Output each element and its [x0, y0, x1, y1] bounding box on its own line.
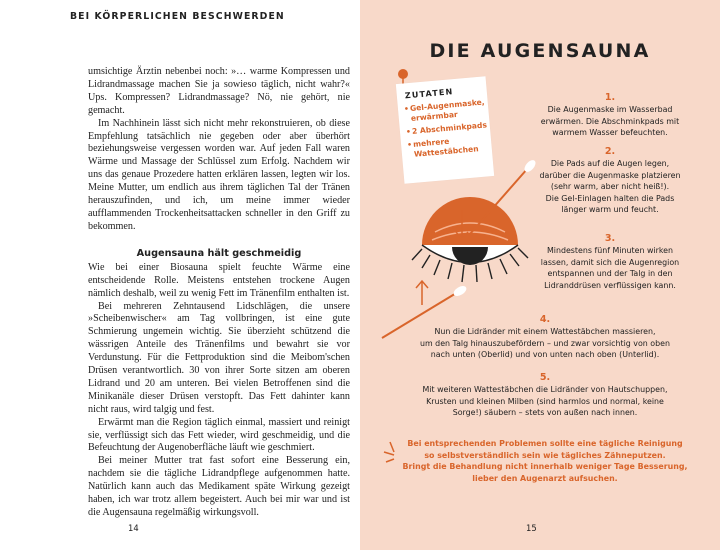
ingredients-card [396, 76, 494, 183]
paragraph: umsichtige Ärztin nebenbei noch: »… warme Kompressen und Lidrandmassage machen Sie ja sowieso täglich, nicht wahr?« Ups. Kompressen? Lidrandmassage? Nö, nie gehört, nie gemacht. [88, 66, 350, 116]
step-number: 3. [604, 233, 616, 244]
step-1: 1. Die Augenmaske im Wasserbad erwärmen. Die Abschminkpads mit warmem Wasser befeuchten. [510, 92, 710, 139]
paragraph: Bei mehreren Zehntausend Lidschlägen, die unsere »Scheibenwischer« am Tag vollbringen, ist eine gute Schmierung ungemein wichtig. Sie überzieht schützend die wässrigen Anteile des Tränenfilms und bewahrt sie vor Verdunstung. Für die Fettproduktion sind die Meibom'schen Drüsen verantwortlich. 30 von ihrer Sorte sitzen am oberen Lidrand und 20 am unteren. Bei vielen Betroffenen sind die Minikanäle dieser Drüsen verstopft. Das Fett dahinter kann nicht raus, wird talgig und fest. [88, 300, 350, 415]
step-number: 1. [604, 92, 616, 103]
page-number-right: 15 [526, 523, 537, 533]
ingredients-heading: ZUTATEN [404, 87, 454, 101]
pin-head-icon [398, 69, 408, 79]
step-5: 5. Mit weiteren Wattestäbchen die Lidränder von Hautschuppen, Krusten und kleinen Milben (sind harmlos und normal, keine Sorge!) säubern – stets von außen nach innen. [380, 372, 710, 419]
ingredient-item: • mehrere Wattestäbchen [413, 133, 492, 160]
step-3: 3. Mindestens fünf Minuten wirken lassen, damit sich die Augenregion entspannen und der Talg in den Lidranddrüsen verflüssigen kann. [510, 233, 710, 291]
arrow-up-icon [416, 281, 428, 305]
subheading: Augensauna hält geschmeidig [136, 247, 302, 259]
recipe-note: Bei entsprechenden Problemen sollte eine tägliche Reinigung so selbstverständlich sein wie tägliches Zähneputzen. Bringt die Behandlung nicht innerhalb weniger Tage Besserung, lieber den Augenarzt aufsuchen. [402, 439, 688, 483]
step-number: 4. [539, 314, 551, 325]
running-head: BEI KÖRPERLICHEN BESCHWERDEN [70, 11, 285, 22]
right-page [360, 0, 720, 550]
page-number-left: 14 [128, 523, 139, 533]
ingredients-list [398, 97, 493, 161]
ingredient-item: • 2 Abschminkpads [412, 120, 491, 137]
paragraph: Wie bei einer Biosauna spielt feuchte Wärme eine entscheidende Rolle. Meistens entstehen trockene Augen nämlich deshalb, weil zu wenig Fett im Tränenfilm enthalten ist. [88, 261, 350, 299]
ingredient-item: • Gel-Augenmaske, erwärmbar [410, 97, 489, 124]
step-2: 2. Die Pads auf die Augen legen, darüber die Augenmaske platzieren (sehr warm, aber nicht heiß!). Die Gel-Einlagen halten die Pads länger warm und feucht. [510, 146, 710, 216]
step-number: 2. [604, 146, 616, 157]
step-number: 5. [539, 372, 551, 383]
paragraph: Im Nachhinein lässt sich nicht mehr rekonstruieren, ob diese Empfehlung tatsächlich nie gegeben oder aber überhört beziehungsweise vergessen worden war. Auf jeden Fall waren Wärme und Massage der Schlüssel zum Erfolg. Nachdem wir uns das genaue Prozedere hatten erklären lassen, legten wir los. Meine Mutter, um endlich aus ihrem täglichen Tal der Tränen herauszufinden, und ich, um meine immer wieder aufflammenden Trockenheitsattacken schneller in den Griff zu bekommen. [88, 117, 350, 232]
paragraph: Erwärmt man die Region täglich einmal, massiert und reinigt sie, verflüssigt sich das Fett wieder, wird geschmeidig, und die Befeuchtung der Augenoberfläche läuft wie geschmiert. [88, 416, 350, 454]
recipe-title: DIE AUGENSAUNA [429, 40, 651, 62]
paragraph: Bei meiner Mutter trat fast sofort eine Besserung ein, nachdem sie die tägliche Lidrandpflege aufgenommen hatte. Natürlich kann auch das Medikament späte Wirkung gezeigt haben, ich war trotz allem begeistert. Auch bei mir war und ist die Augensauna regelmäßig wirkungsvoll. [88, 455, 350, 518]
step-4: 4. Nun die Lidränder mit einem Wattestäbchen massieren, um den Talg hinauszubefördern – und zwar vorsichtig von oben nach unten (Oberlid) und von unten nach oben (Unterlid). [380, 314, 710, 361]
left-body-text [88, 66, 350, 520]
